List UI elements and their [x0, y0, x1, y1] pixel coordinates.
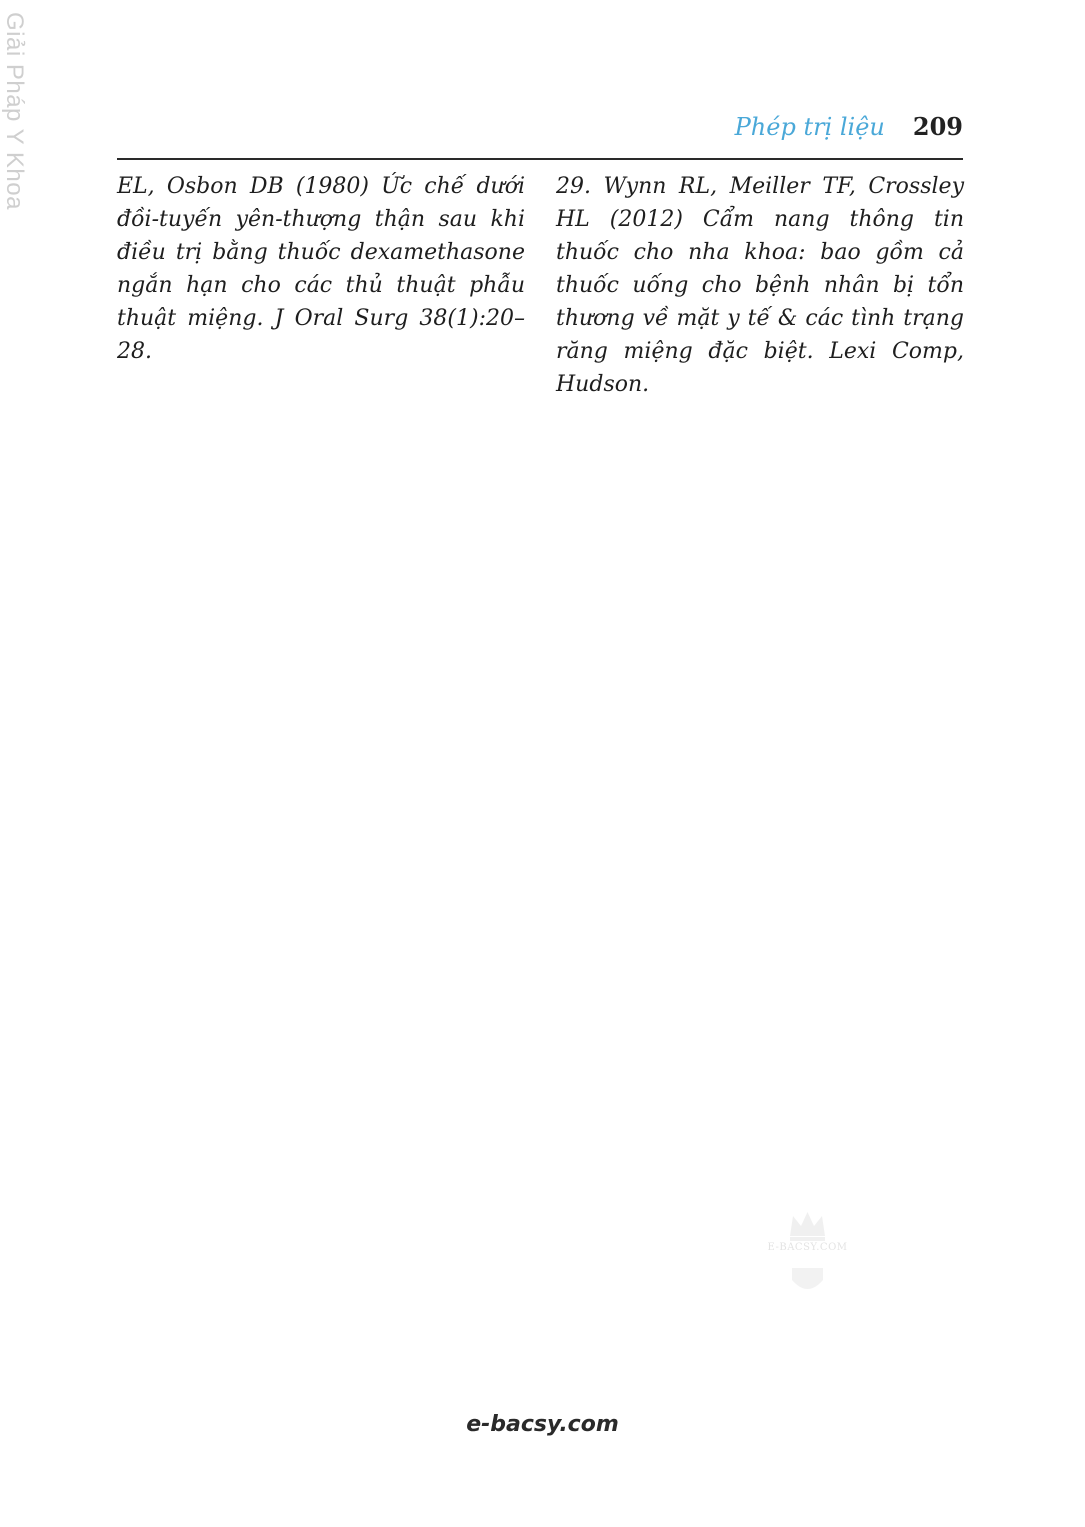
running-header — [735, 112, 963, 141]
reference-entry-continued: EL, Osbon DB (1980) Ức chế dưới đồi-tuyến yên-thượng thận sau khi điều trị bằng thuốc dexamethasone ngắn hạn cho các thủ thuật phẫu thuật miệng. J Oral Surg 38(1):20–28. — [117, 174, 525, 364]
logo-watermark-text: E-BACSY.COM — [767, 1242, 848, 1253]
section-title: Phép trị liệu — [734, 113, 885, 141]
footer-website: e-bacsy.com — [466, 1412, 619, 1437]
reference-right-column — [556, 170, 964, 401]
reference-entry-29: 29. Wynn RL, Meiller TF, Crossley HL (2012) Cẩm nang thông tin thuốc cho nha khoa: bao gồm cả thuốc uống cho bệnh nhân bị tổn thương về mặt y tế & các tình trạng răng miệng đặc biệt. Lexi Comp, Hudson. — [556, 174, 964, 397]
side-watermark-text: Giải Pháp Y Khoa — [1, 12, 28, 210]
crown-icon — [760, 1208, 855, 1298]
header-rule — [117, 158, 963, 160]
reference-left-column — [117, 170, 525, 368]
page-number: 209 — [912, 112, 963, 141]
crown-logo-watermark — [760, 1208, 855, 1298]
